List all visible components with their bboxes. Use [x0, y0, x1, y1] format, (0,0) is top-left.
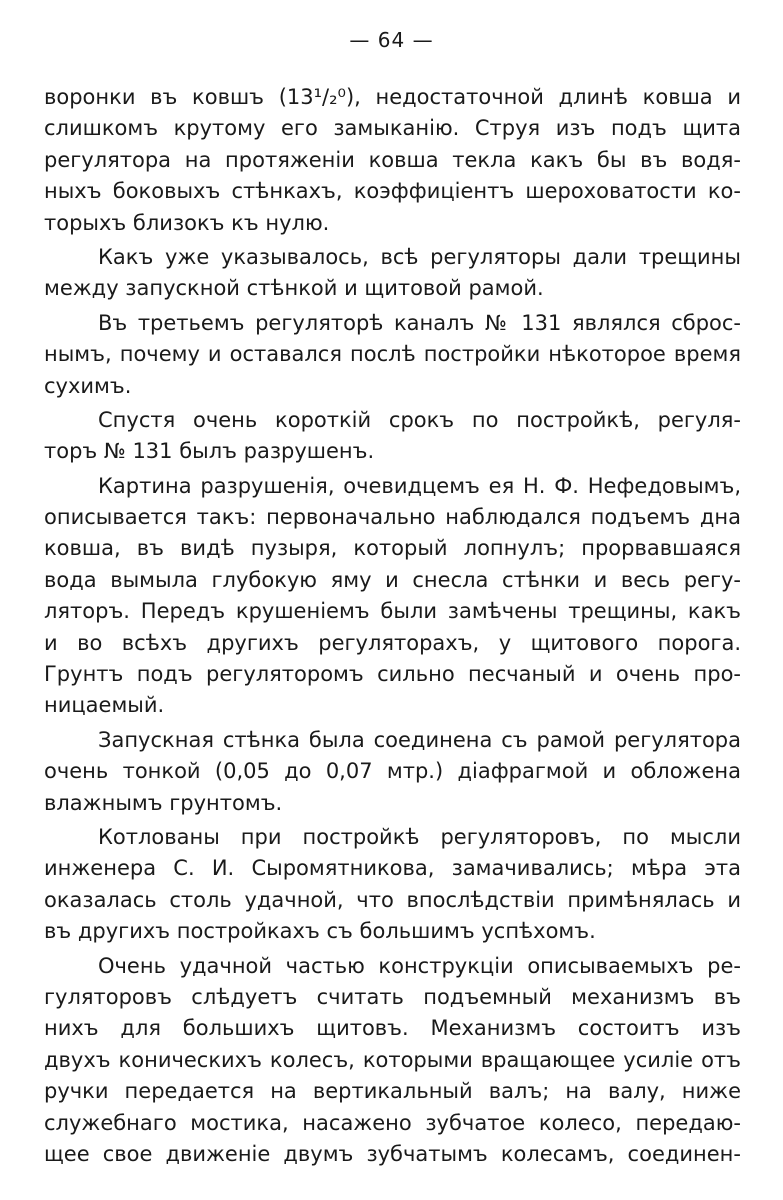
text-line: двухъ коническихъ колесъ, которыми вращающее усиліе отъ	[44, 1047, 741, 1072]
text-line: Грунтъ подъ регуляторомъ сильно песчаный и очень про-	[44, 662, 741, 687]
text-line: очень тонкой (0,05 до 0,07 мтр.) діафрагмой и обложена	[44, 759, 741, 784]
text-line: Очень удачной частью конструкціи описываемыхъ ре-	[98, 953, 741, 978]
text-line: Запускная стѣнка была соединена съ рамой регулятора	[98, 727, 741, 752]
text-line: ницаемый.	[44, 693, 165, 718]
text-line: инженера С. И. Сыромятникова, замачивались; мѣра эта	[44, 856, 741, 881]
text-line: Какъ уже указывалось, всѣ регуляторы дали трещины	[98, 244, 741, 269]
text-line: щее свое движеніе двумъ зубчатымъ колесамъ, соединен-	[44, 1141, 741, 1166]
text-line: ныхъ боковыхъ стѣнкахъ, коэффиціентъ шероховатости ко-	[44, 179, 741, 204]
body-text	[44, 82, 741, 1170]
text-line: въ другихъ постройкахъ съ большимъ успѣхомъ.	[44, 919, 596, 944]
text-line: оказалась столь удачной, что впослѣдствіи примѣнялась и	[44, 887, 741, 912]
text-line: торыхъ близокъ къ нулю.	[44, 210, 330, 235]
text-line: ручки передается на вертикальный валъ; на валу, ниже	[44, 1079, 741, 1104]
text-line: регулятора на протяженіи ковша текла какъ бы въ водя-	[44, 147, 741, 172]
text-line: нихъ для большихъ щитовъ. Механизмъ состоитъ изъ	[44, 1016, 741, 1041]
text-line: Картина разрушенія, очевидцемъ ея Н. Ф. Нефедовымъ,	[98, 473, 741, 498]
text-line: гуляторовъ слѣдуетъ считать подъемный механизмъ въ	[44, 984, 741, 1009]
text-line: описывается такъ: первоначально наблюдался подъемъ дна	[44, 505, 741, 530]
text-line: торъ № 131 былъ разрушенъ.	[44, 439, 375, 464]
text-line: нымъ, почему и оставался послѣ постройки нѣкоторое время	[44, 342, 741, 367]
text-line: влажнымъ грунтомъ.	[44, 790, 283, 815]
text-line: воронки въ ковшъ (13¹/₂⁰), недостаточной длинѣ ковша и	[44, 85, 741, 109]
page-number: — 64 —	[349, 28, 434, 52]
text-line: служебнаго мостика, насажено зубчатое колесо, передаю-	[44, 1110, 741, 1135]
text-line: Въ третьемъ регуляторѣ каналъ № 131 являлся сброс-	[98, 310, 741, 335]
text-line: ляторъ. Передъ крушеніемъ были замѣчены трещины, какъ	[44, 599, 741, 624]
text-line: между запускной стѣнкой и щитовой рамой.	[44, 276, 544, 301]
text-line: Котлованы при постройкѣ регуляторовъ, по мысли	[98, 824, 741, 849]
text-line: ковша, въ видѣ пузыря, который лопнулъ; прорвавшаяся	[44, 536, 741, 561]
text-line: вода вымыла глубокую яму и снесла стѣнки и весь регу-	[44, 567, 741, 592]
text-line: и во всѣхъ другихъ регуляторахъ, у щитового порога.	[44, 630, 741, 655]
text-line: сухимъ.	[44, 373, 132, 398]
text-line: слишкомъ крутому его замыканію. Струя изъ подъ щита	[44, 116, 741, 141]
text-line: Спустя очень короткій срокъ по постройкѣ, регуля-	[98, 407, 741, 432]
